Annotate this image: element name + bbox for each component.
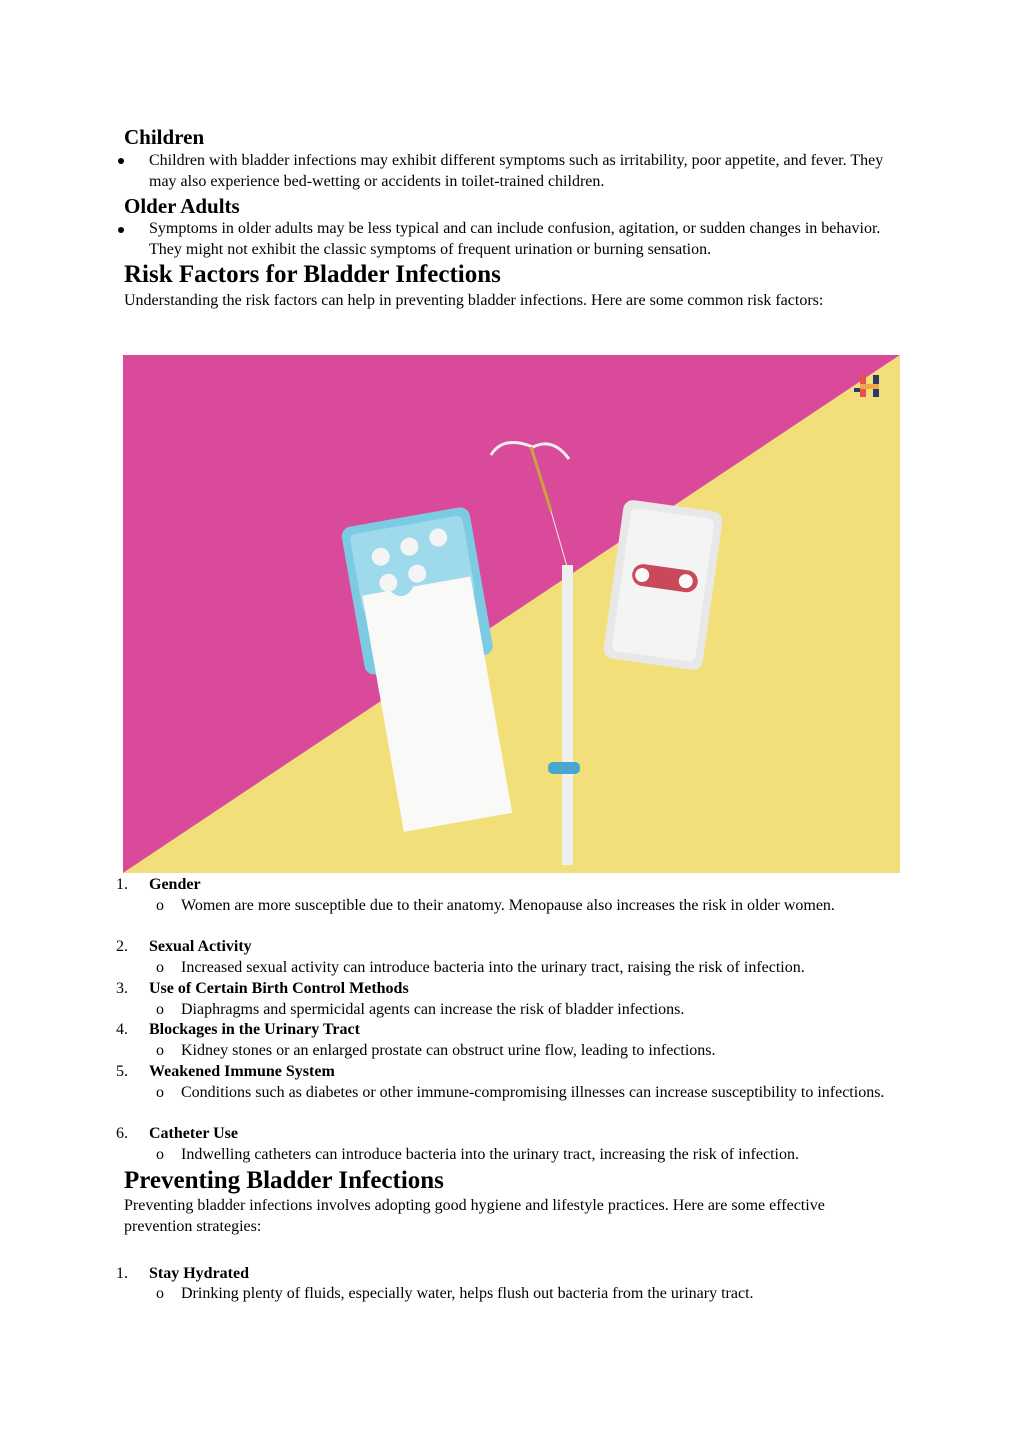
list-item-detail: Women are more susceptible due to their anatomy. Menopause also increases the risk in older women. [181, 897, 835, 914]
list-number: 1. [116, 1265, 128, 1282]
sub-bullet-marker: o [156, 1285, 164, 1302]
older-adults-bullet-text: Symptoms in older adults may be less typical and can include confusion, agitation, or sudden changes in behavior. They might not exhibit the classic symptoms of frequent urination or burning sensation. [149, 220, 881, 258]
bullet-dot [118, 227, 124, 233]
sub-bullet-marker: o [156, 1001, 164, 1018]
list-item-title: Stay Hydrated [149, 1265, 249, 1282]
list-item-detail: Indwelling catheters can introduce bacteria into the urinary tract, increasing the risk of infection. [181, 1146, 799, 1163]
list-number: 3. [116, 980, 128, 997]
figure-photo [123, 355, 900, 873]
list-number: 1. [116, 876, 128, 893]
list-item-title: Catheter Use [149, 1125, 239, 1142]
heading-risk-factors: Risk Factors for Bladder Infections [124, 261, 501, 288]
risk-intro: Understanding the risk factors can help in preventing bladder infections. Here are some common risk factors: [124, 292, 824, 309]
list-item-detail: Increased sexual activity can introduce bacteria into the urinary tract, raising the risk of infection. [181, 959, 805, 976]
list-item-title: Use of Certain Birth Control Methods [149, 980, 409, 997]
list-item-title: Gender [149, 876, 201, 893]
list-item-title: Sexual Activity [149, 938, 252, 955]
sub-bullet-marker: o [156, 897, 164, 914]
heading-older-adults: Older Adults [124, 194, 240, 218]
sub-bullet-marker: o [156, 959, 164, 976]
list-item-title: Blockages in the Urinary Tract [149, 1021, 360, 1038]
list-number: 2. [116, 938, 128, 955]
sub-bullet-marker: o [156, 1084, 164, 1101]
children-bullet-text: Children with bladder infections may exhibit different symptoms such as irritability, poor appetite, and fever. They may also experience bed-wetting or accidents in toilet-trained children. [149, 152, 884, 190]
heading-preventing: Preventing Bladder Infections [124, 1167, 444, 1194]
list-number: 6. [116, 1125, 128, 1142]
sub-bullet-marker: o [156, 1042, 164, 1059]
list-item-detail: Conditions such as diabetes or other immune-compromising illnesses can increase susceptibility to infections. [181, 1084, 885, 1101]
list-number: 5. [116, 1063, 128, 1080]
list-item-detail: Kidney stones or an enlarged prostate can obstruct urine flow, leading to infections. [181, 1042, 716, 1059]
bullet-dot [118, 158, 124, 164]
list-number: 4. [116, 1021, 128, 1038]
sub-bullet-marker: o [156, 1146, 164, 1163]
list-item-detail: Diaphragms and spermicidal agents can increase the risk of bladder infections. [181, 1001, 685, 1018]
list-item-detail: Drinking plenty of fluids, especially water, helps flush out bacteria from the urinary tract. [181, 1285, 754, 1302]
preventing-intro: Preventing bladder infections involves adopting good hygiene and lifestyle practices. Here are some effective prevention strategies: [124, 1197, 825, 1235]
birth-control-photo-illustration [123, 355, 900, 873]
list-item-title: Weakened Immune System [149, 1063, 335, 1080]
heading-children: Children [124, 125, 205, 149]
